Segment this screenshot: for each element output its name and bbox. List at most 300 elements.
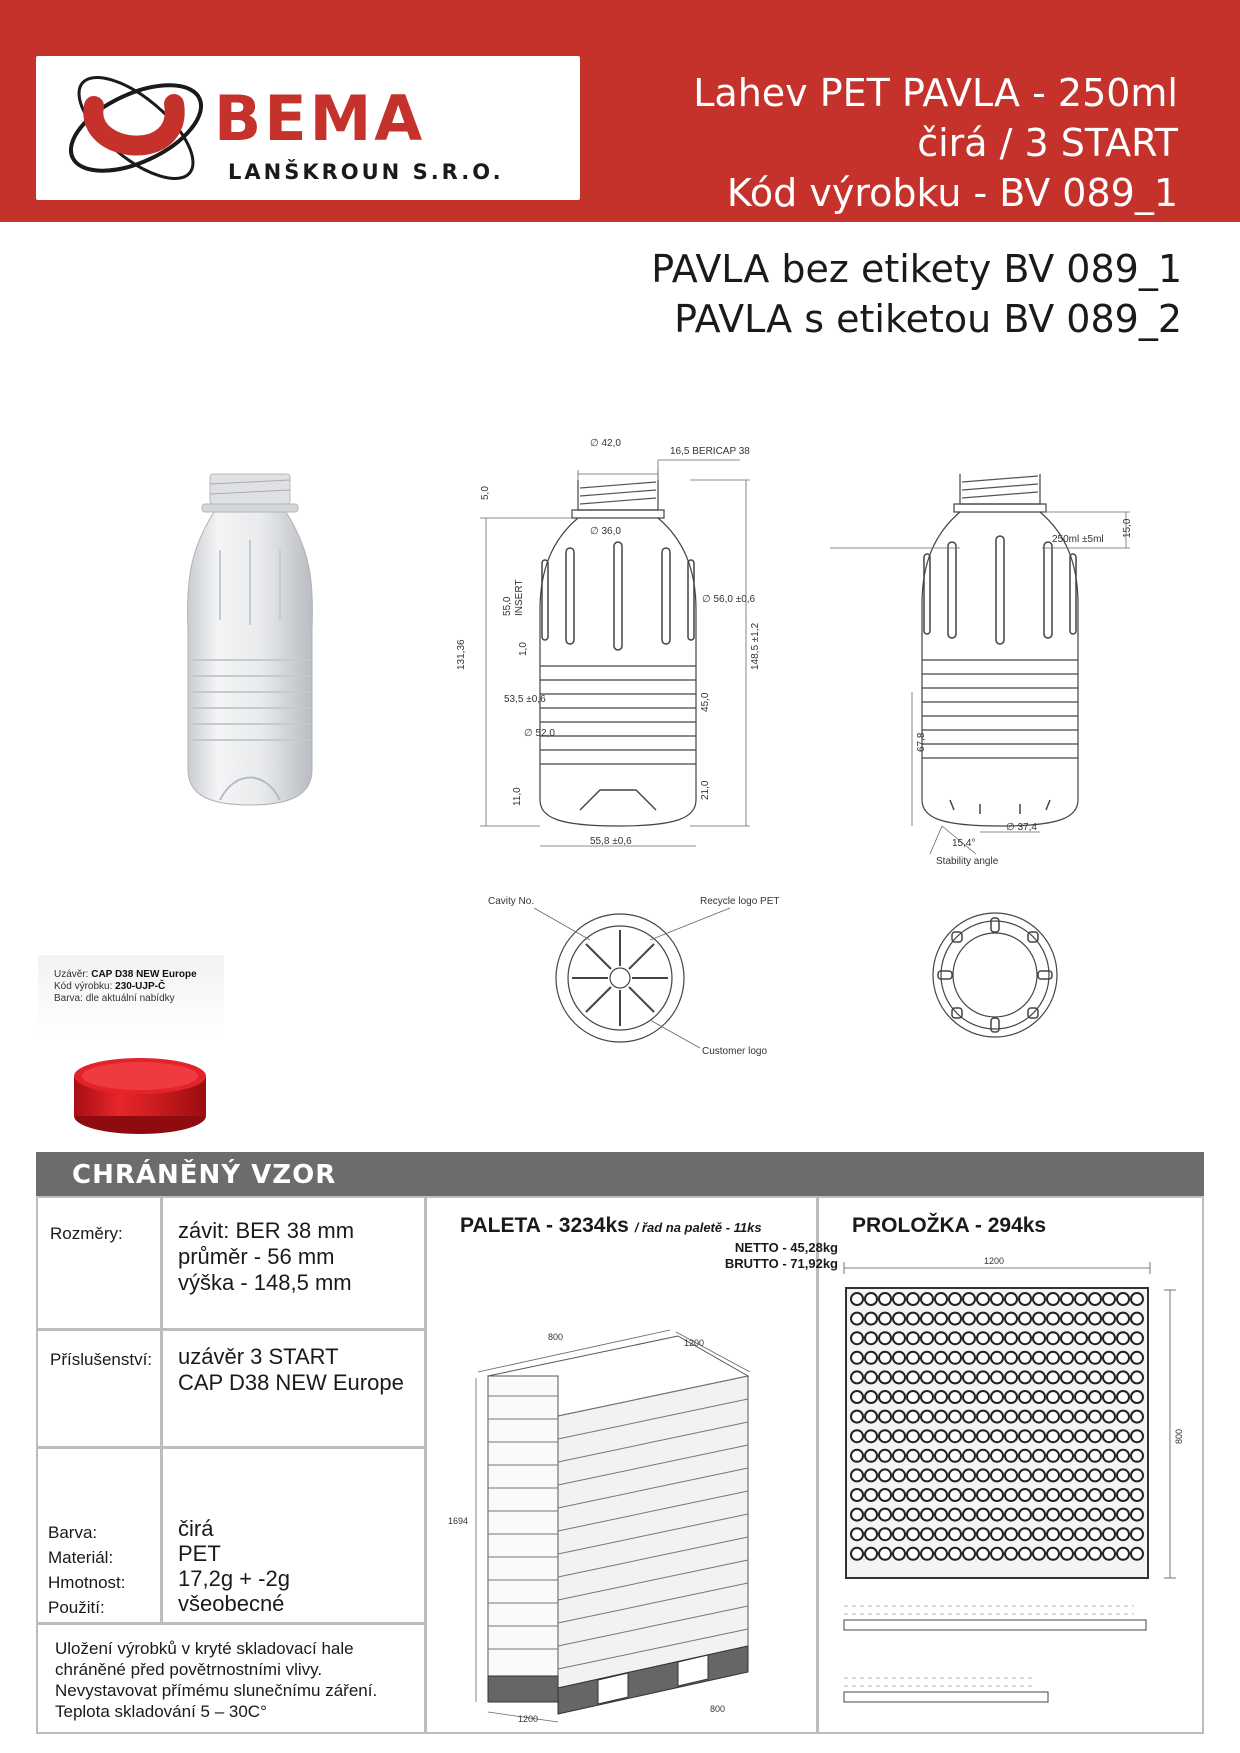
insert-hole: [1033, 1548, 1045, 1560]
insert-hole: [1005, 1509, 1017, 1521]
insert-hole: [1047, 1548, 1059, 1560]
insert-hole: [907, 1469, 919, 1481]
variant-row: [651, 294, 1182, 344]
storage-line: chráněné před povětrnostními vlivy.: [55, 1660, 323, 1679]
dim-55: 55,0: [502, 596, 513, 616]
insert-hole: [1019, 1469, 1031, 1481]
dim-insert: INSERT: [514, 579, 525, 616]
insert-hole: [1005, 1489, 1017, 1501]
accessories-values: [178, 1344, 404, 1396]
insert-hole: [1131, 1313, 1143, 1325]
insert-hole: [879, 1411, 891, 1423]
insert-hole: [1033, 1371, 1045, 1383]
insert-hole: [1019, 1489, 1031, 1501]
insert-hole: [1103, 1509, 1115, 1521]
insert-hole: [1089, 1469, 1101, 1481]
insert-hole: [991, 1430, 1003, 1442]
insert-hole: [1089, 1313, 1101, 1325]
pallet-title: [460, 1214, 762, 1238]
insert-hole: [879, 1430, 891, 1442]
dim-36: ∅ 36,0: [590, 526, 621, 537]
bema-logo-icon: [54, 64, 234, 192]
insert-hole: [1005, 1430, 1017, 1442]
insert-title: PROLOŽKA - 294ks: [852, 1214, 1047, 1237]
insert-hole: [949, 1411, 961, 1423]
insert-hole: [1033, 1411, 1045, 1423]
insert-hole: [1019, 1411, 1031, 1423]
dimension-value: průměr - 56 mm: [178, 1244, 335, 1269]
spec-table: [36, 1196, 1204, 1734]
insert-hole: [977, 1450, 989, 1462]
insert-hole: [1131, 1450, 1143, 1462]
variant-code: BV 089_2: [1003, 297, 1182, 341]
insert-hole: [921, 1430, 933, 1442]
insert-hole: [893, 1528, 905, 1540]
insert-hole: [907, 1509, 919, 1521]
top-view: [930, 910, 1060, 1040]
insert-hole: [1075, 1332, 1087, 1344]
insert-hole: [935, 1548, 947, 1560]
insert-hole: [851, 1293, 863, 1305]
dim-neck: ∅ 42,0: [590, 438, 621, 449]
insert-hole: [1005, 1371, 1017, 1383]
insert-hole: [865, 1489, 877, 1501]
insert-hole: [1019, 1352, 1031, 1364]
insert-hole: [1005, 1352, 1017, 1364]
insert-hole: [1103, 1371, 1115, 1383]
insert-hole: [1061, 1450, 1073, 1462]
storage-line: Nevystavovat přímému slunečnímu záření.: [55, 1681, 378, 1700]
insert-hole: [865, 1411, 877, 1423]
insert-hole: [1117, 1548, 1129, 1560]
dim-154: 15,4°: [952, 838, 976, 849]
insert-hole: [963, 1352, 975, 1364]
insert-hole: [1117, 1430, 1129, 1442]
insert-hole: [1117, 1450, 1129, 1462]
insert-hole: [1075, 1371, 1087, 1383]
insert-hole: [977, 1509, 989, 1521]
insert-hole: [893, 1313, 905, 1325]
insert-hole: [879, 1548, 891, 1560]
insert-hole: [935, 1489, 947, 1501]
insert-hole: [991, 1313, 1003, 1325]
insert-hole: [907, 1313, 919, 1325]
insert-hole: [935, 1352, 947, 1364]
cap-closure-label: Uzávěr:: [54, 969, 89, 980]
insert-hole: [921, 1528, 933, 1540]
insert-hole: [977, 1293, 989, 1305]
insert-hole: [1131, 1371, 1143, 1383]
insert-hole: [1033, 1332, 1045, 1344]
insert-hole: [1103, 1332, 1115, 1344]
insert-hole: [977, 1371, 989, 1383]
insert-hole: [1033, 1391, 1045, 1403]
cap-color: [54, 993, 224, 1005]
insert-hole: [921, 1332, 933, 1344]
insert-hole: [879, 1293, 891, 1305]
dim-13136: 131,36: [456, 639, 467, 670]
insert-hole: [1047, 1332, 1059, 1344]
insert-hole: [1047, 1509, 1059, 1521]
insert-hole: [879, 1313, 891, 1325]
header-band: [0, 0, 1240, 222]
insert-hole: [865, 1371, 877, 1383]
insert-hole: [949, 1469, 961, 1481]
insert-hole: [1047, 1293, 1059, 1305]
insert-hole: [1117, 1332, 1129, 1344]
insert-hole: [1047, 1469, 1059, 1481]
variant-code: BV 089_1: [1003, 247, 1182, 291]
insert-hole: [851, 1371, 863, 1383]
dim-535: 53,5 ±0,6: [504, 694, 546, 705]
insert-hole: [935, 1469, 947, 1481]
insert-hole: [865, 1450, 877, 1462]
insert-hole: [1103, 1489, 1115, 1501]
insert-hole: [1019, 1313, 1031, 1325]
dim-45: 45,0: [700, 692, 711, 712]
insert-hole: [1047, 1430, 1059, 1442]
insert-hole: [879, 1528, 891, 1540]
insert-hole: [1033, 1450, 1045, 1462]
insert-hole: [1103, 1352, 1115, 1364]
insert-hole: [1075, 1313, 1087, 1325]
insert-hole: [991, 1411, 1003, 1423]
insert-hole: [1019, 1548, 1031, 1560]
product-title-line: čirá / 3 START: [917, 121, 1178, 165]
insert-hole: [963, 1509, 975, 1521]
insert-hole: [949, 1450, 961, 1462]
dim-374: ∅ 37,4: [1006, 822, 1037, 833]
insert-hole: [1103, 1528, 1115, 1540]
pallet-weights: [618, 1240, 838, 1272]
insert-hole: [907, 1489, 919, 1501]
insert-hole: [893, 1509, 905, 1521]
insert-hole: [1033, 1430, 1045, 1442]
insert-hole: [949, 1293, 961, 1305]
insert-hole: [963, 1371, 975, 1383]
insert-hole: [893, 1293, 905, 1305]
insert-hole: [1131, 1489, 1143, 1501]
divider: [38, 1446, 426, 1449]
insert-hole: [865, 1430, 877, 1442]
property-value: PET: [178, 1541, 221, 1566]
insert-hole: [1117, 1352, 1129, 1364]
variant-row: [651, 244, 1182, 294]
insert-hole: [935, 1332, 947, 1344]
insert-hole: [893, 1450, 905, 1462]
insert-hole: [1075, 1528, 1087, 1540]
insert-hole: [1131, 1509, 1143, 1521]
insert-hole: [851, 1489, 863, 1501]
storage-line: Teplota skladování 5 – 30C°: [55, 1702, 267, 1721]
insert-hole: [893, 1469, 905, 1481]
insert-hole: [893, 1411, 905, 1423]
dim-15: 15,0: [1122, 518, 1133, 538]
insert-hole: [907, 1411, 919, 1423]
insert-hole: [1089, 1548, 1101, 1560]
insert-hole: [949, 1371, 961, 1383]
insert-hole: [1117, 1371, 1129, 1383]
insert-hole: [1061, 1469, 1073, 1481]
insert-hole: [1103, 1430, 1115, 1442]
insert-hole: [991, 1332, 1003, 1344]
cap-color-value: dle aktuální nabídky: [85, 993, 175, 1004]
insert-hole: [1061, 1548, 1073, 1560]
insert-hole: [991, 1450, 1003, 1462]
property-value: čirá: [178, 1516, 214, 1541]
insert-hole: [963, 1528, 975, 1540]
insert-hole: [1005, 1450, 1017, 1462]
insert-hole: [907, 1528, 919, 1540]
insert-hole: [1033, 1313, 1045, 1325]
storage-note: [55, 1638, 415, 1722]
insert-hole: [1005, 1411, 1017, 1423]
variant-name: PAVLA bez etikety: [651, 247, 992, 291]
property-label: Barva:: [48, 1523, 98, 1542]
insert-hole: [949, 1548, 961, 1560]
insert-hole: [1075, 1509, 1087, 1521]
insert-hole: [991, 1371, 1003, 1383]
insert-hole: [963, 1489, 975, 1501]
insert-hole: [935, 1528, 947, 1540]
insert-hole: [1089, 1332, 1101, 1344]
insert-hole: [949, 1391, 961, 1403]
insert-hole: [921, 1371, 933, 1383]
insert-hole: [921, 1548, 933, 1560]
pallet-dim-1200: 1200: [684, 1338, 705, 1348]
insert-hole: [935, 1411, 947, 1423]
insert-hole: [879, 1391, 891, 1403]
insert-hole: [1117, 1489, 1129, 1501]
insert-dim-800: 800: [1174, 1428, 1184, 1444]
insert-hole: [977, 1313, 989, 1325]
insert-hole: [851, 1332, 863, 1344]
insert-hole: [893, 1548, 905, 1560]
insert-hole: [949, 1509, 961, 1521]
insert-hole: [921, 1469, 933, 1481]
insert-hole: [851, 1313, 863, 1325]
insert-hole: [1117, 1293, 1129, 1305]
insert-hole: [1075, 1489, 1087, 1501]
insert-hole: [949, 1489, 961, 1501]
dimensions-label: Rozměry:: [50, 1224, 123, 1243]
insert-hole: [1061, 1489, 1073, 1501]
accessory-value: CAP D38 NEW Europe: [178, 1370, 404, 1395]
insert-hole: [977, 1391, 989, 1403]
insert-hole: [977, 1528, 989, 1540]
insert-hole: [1089, 1411, 1101, 1423]
insert-hole: [865, 1528, 877, 1540]
cap-caption: [38, 955, 224, 1035]
property-values: [178, 1516, 290, 1616]
insert-hole: [935, 1371, 947, 1383]
insert-hole: [893, 1391, 905, 1403]
insert-hole: [1089, 1293, 1101, 1305]
insert-hole: [907, 1332, 919, 1344]
insert-hole: [865, 1509, 877, 1521]
dim-56: ∅ 56,0 ±0,6: [702, 594, 756, 605]
insert-hole: [991, 1489, 1003, 1501]
cap-code-value: 230-UJP-Č: [115, 981, 166, 992]
insert-hole: [1089, 1528, 1101, 1540]
insert-hole: [1047, 1391, 1059, 1403]
insert-hole: [907, 1371, 919, 1383]
insert-hole: [1019, 1509, 1031, 1521]
insert-hole: [1019, 1430, 1031, 1442]
insert-hole: [893, 1332, 905, 1344]
cap-photo: [60, 1050, 220, 1140]
insert-hole: [1061, 1352, 1073, 1364]
insert-hole: [1089, 1450, 1101, 1462]
insert-hole: [1075, 1450, 1087, 1462]
pallet-dim-800: 800: [548, 1332, 564, 1342]
insert-hole: [865, 1469, 877, 1481]
insert-hole: [879, 1371, 891, 1383]
insert-hole: [1089, 1352, 1101, 1364]
insert-hole: [1075, 1430, 1087, 1442]
variant-list: [651, 244, 1182, 344]
brand-subtitle: LANŠKROUN S.R.O.: [228, 160, 504, 184]
insert-hole: [977, 1332, 989, 1344]
stability-angle-label: Stability angle: [936, 856, 999, 867]
insert-hole: [851, 1352, 863, 1364]
insert-hole: [851, 1411, 863, 1423]
storage-line: Uložení výrobků v kryté skladovací hale: [55, 1639, 354, 1658]
insert-hole: [921, 1450, 933, 1462]
insert-hole: [921, 1411, 933, 1423]
insert-hole: [1117, 1528, 1129, 1540]
insert-hole: [1047, 1371, 1059, 1383]
variant-name: PAVLA s etiketou: [674, 297, 992, 341]
cap-code: [54, 981, 224, 993]
insert-hole: [991, 1528, 1003, 1540]
insert-hole: [1089, 1509, 1101, 1521]
dim-5: 5,0: [480, 486, 491, 500]
insert-hole: [991, 1293, 1003, 1305]
insert-hole: [1089, 1371, 1101, 1383]
insert-hole: [977, 1489, 989, 1501]
insert-hole: [879, 1469, 891, 1481]
insert-hole: [1019, 1391, 1031, 1403]
insert-hole: [991, 1509, 1003, 1521]
dimension-value: závit: BER 38 mm: [178, 1218, 355, 1243]
insert-hole: [1005, 1293, 1017, 1305]
property-value: 17,2g + -2g: [178, 1566, 290, 1591]
insert-hole: [1131, 1548, 1143, 1560]
insert-hole: [851, 1528, 863, 1540]
insert-hole: [991, 1548, 1003, 1560]
insert-hole: [949, 1430, 961, 1442]
insert-hole: [851, 1391, 863, 1403]
dimension-value: výška - 148,5 mm: [178, 1270, 352, 1295]
insert-hole: [1061, 1528, 1073, 1540]
insert-hole: [1117, 1509, 1129, 1521]
insert-hole: [935, 1509, 947, 1521]
insert-hole: [1061, 1371, 1073, 1383]
insert-hole: [1047, 1450, 1059, 1462]
insert-hole: [963, 1313, 975, 1325]
insert-hole: [879, 1509, 891, 1521]
insert-hole: [977, 1411, 989, 1423]
insert-hole: [1047, 1411, 1059, 1423]
dim-678: 67,8: [916, 732, 927, 752]
insert-hole: [879, 1332, 891, 1344]
insert-hole: [1061, 1293, 1073, 1305]
insert-hole: [1033, 1352, 1045, 1364]
insert-hole: [1061, 1313, 1073, 1325]
insert-hole: [1033, 1469, 1045, 1481]
insert-hole: [963, 1450, 975, 1462]
insert-hole: [921, 1313, 933, 1325]
insert-hole: [893, 1371, 905, 1383]
insert-hole: [935, 1450, 947, 1462]
insert-hole: [1131, 1293, 1143, 1305]
insert-hole: [879, 1489, 891, 1501]
insert-hole: [935, 1313, 947, 1325]
pallet-dim-800-bottom: 800: [710, 1704, 726, 1714]
cap-code-label: Kód výrobku:: [54, 981, 113, 992]
insert-hole: [1131, 1528, 1143, 1540]
insert-hole: [1117, 1469, 1129, 1481]
insert-hole: [1089, 1430, 1101, 1442]
insert-hole: [1005, 1332, 1017, 1344]
pallet-dim-1694: 1694: [448, 1516, 469, 1526]
insert-hole: [935, 1430, 947, 1442]
property-labels: [48, 1520, 125, 1620]
technical-drawing-side: [830, 460, 1170, 880]
insert-hole: [1103, 1391, 1115, 1403]
cavity-label: Cavity No.: [488, 896, 535, 907]
accessory-value: uzávěr 3 START: [178, 1344, 339, 1369]
property-value: všeobecné: [178, 1591, 285, 1616]
insert-hole: [1033, 1528, 1045, 1540]
insert-hole: [907, 1548, 919, 1560]
dim-1: 1,0: [518, 642, 529, 656]
insert-hole: [893, 1430, 905, 1442]
insert-hole: [851, 1548, 863, 1560]
dim-558: 55,8 ±0,6: [590, 836, 632, 847]
insert-hole: [851, 1450, 863, 1462]
insert-hole: [1075, 1391, 1087, 1403]
insert-hole: [1117, 1391, 1129, 1403]
divider: [38, 1328, 426, 1331]
dim-11: 11,0: [512, 787, 523, 806]
insert-hole: [907, 1450, 919, 1462]
insert-hole: [963, 1391, 975, 1403]
insert-hole: [1005, 1391, 1017, 1403]
insert-hole: [865, 1313, 877, 1325]
pallet-brutto: BRUTTO - 71,92kg: [724, 1256, 838, 1271]
product-title: [693, 68, 1178, 218]
divider: [816, 1198, 819, 1734]
insert-dim-1200: 1200: [984, 1256, 1005, 1266]
insert-hole: [879, 1450, 891, 1462]
insert-hole: [1019, 1332, 1031, 1344]
customer-logo-label: Customer logo: [702, 1046, 768, 1057]
insert-hole: [893, 1352, 905, 1364]
insert-hole: [1131, 1411, 1143, 1423]
insert-hole: [991, 1391, 1003, 1403]
insert-hole: [921, 1489, 933, 1501]
insert-hole: [893, 1489, 905, 1501]
cap-closure-value: CAP D38 NEW Europe: [91, 969, 197, 980]
bottom-view: [480, 890, 800, 1060]
insert-hole: [1005, 1528, 1017, 1540]
insert-hole: [977, 1548, 989, 1560]
insert-hole: [1089, 1489, 1101, 1501]
insert-hole: [1089, 1391, 1101, 1403]
insert-hole: [1075, 1293, 1087, 1305]
